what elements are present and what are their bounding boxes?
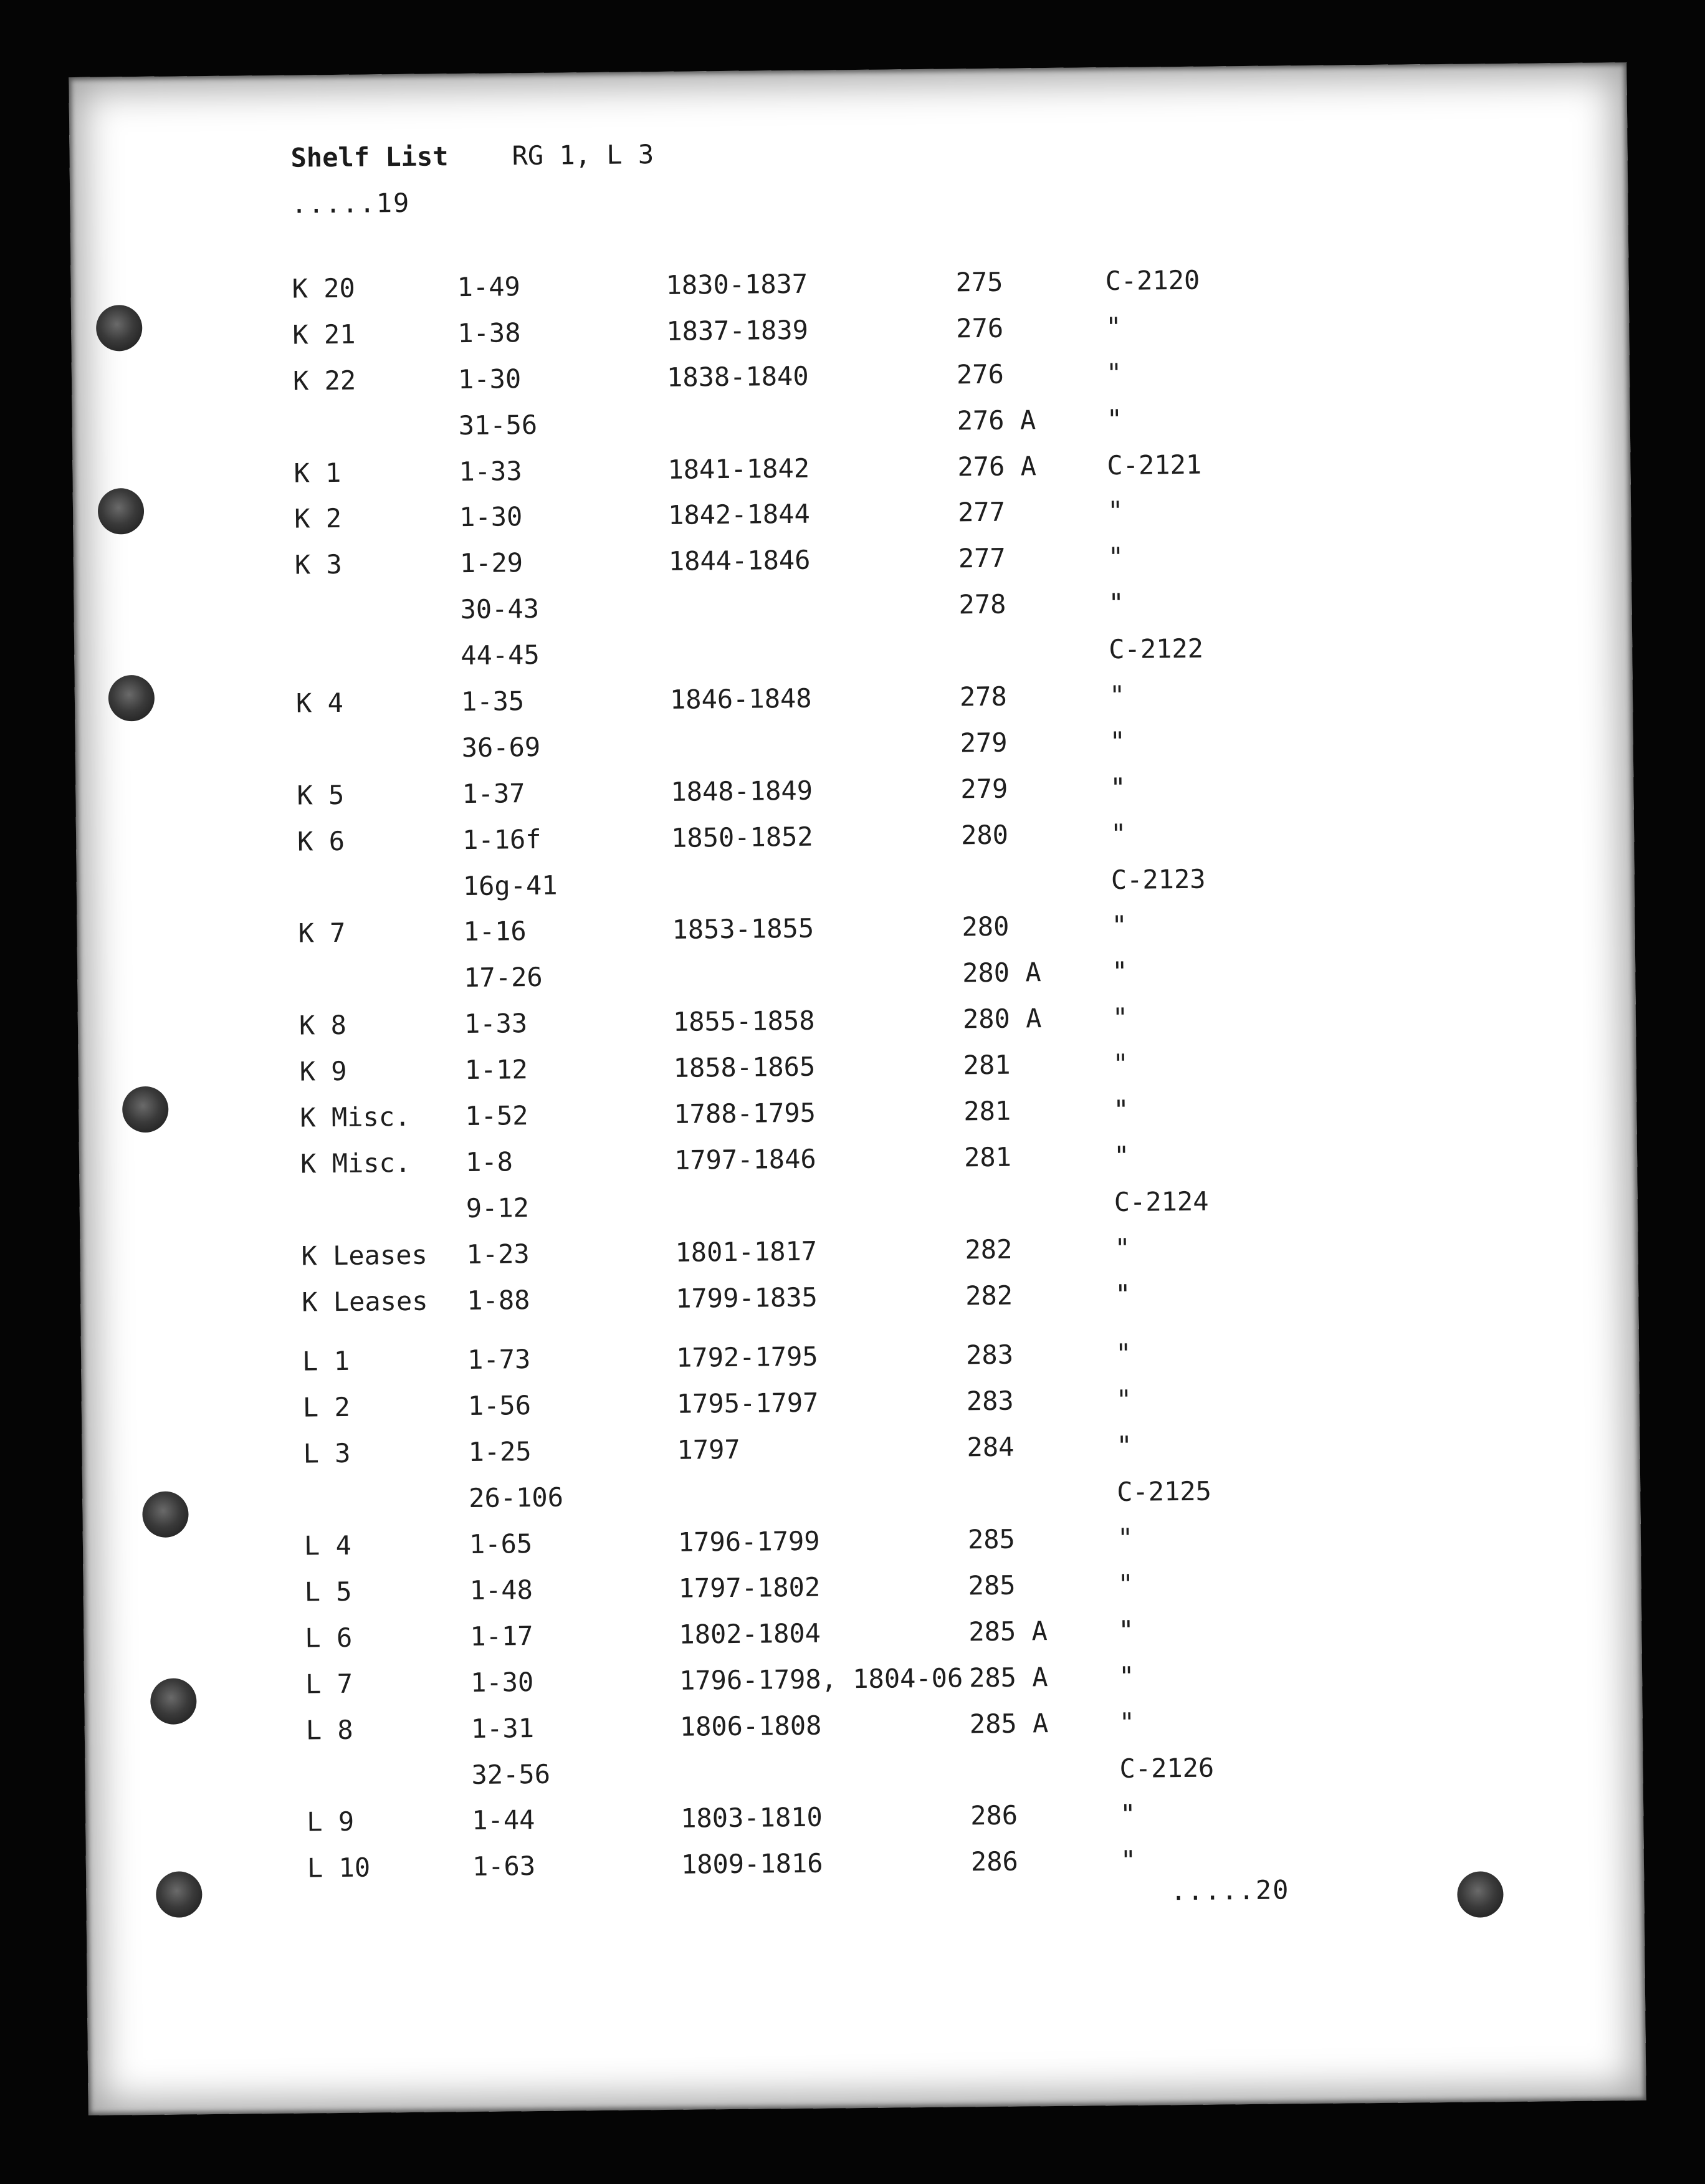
box-cell: 286 bbox=[970, 1799, 1018, 1831]
dates-cell: 1797 bbox=[677, 1434, 740, 1466]
items-cell: 1-33 bbox=[464, 1008, 528, 1040]
box-cell: 280 bbox=[960, 819, 1009, 851]
dates-cell: 1799-1835 bbox=[675, 1281, 818, 1314]
film-cell: " bbox=[1106, 357, 1122, 388]
box-cell: 276 A bbox=[957, 404, 1036, 436]
dates-cell: 1846-1848 bbox=[669, 682, 812, 715]
film-cell: " bbox=[1109, 726, 1126, 757]
series-cell: K 20 bbox=[292, 272, 356, 304]
items-cell: 1-30 bbox=[457, 363, 522, 395]
film-cell: " bbox=[1118, 1614, 1134, 1645]
film-cell: " bbox=[1106, 403, 1123, 434]
items-cell: 1-56 bbox=[467, 1390, 532, 1422]
items-cell: 1-30 bbox=[470, 1666, 534, 1698]
items-cell: 17-26 bbox=[464, 962, 543, 994]
document-page bbox=[69, 62, 1646, 2115]
dates-cell: 1838-1840 bbox=[666, 360, 809, 393]
film-cell: C-2123 bbox=[1110, 863, 1206, 895]
film-cell: " bbox=[1119, 1799, 1136, 1830]
dates-cell: 1837-1839 bbox=[666, 314, 809, 347]
items-cell: 30-43 bbox=[460, 593, 540, 625]
film-cell: " bbox=[1114, 1278, 1131, 1310]
series-cell: L 8 bbox=[305, 1714, 353, 1746]
box-cell: 278 bbox=[958, 588, 1006, 620]
box-cell: 280 bbox=[962, 911, 1010, 942]
items-cell: 9-12 bbox=[466, 1192, 530, 1224]
series-cell: K 6 bbox=[297, 825, 345, 857]
dates-cell: 1848-1849 bbox=[671, 775, 813, 807]
items-cell: 1-30 bbox=[459, 501, 523, 533]
dates-cell: 1842-1844 bbox=[667, 499, 810, 531]
film-cell: " bbox=[1109, 679, 1125, 711]
punch-hole bbox=[122, 1086, 169, 1133]
dates-cell: 1855-1858 bbox=[672, 1005, 815, 1038]
items-cell: 1-25 bbox=[468, 1436, 532, 1468]
items-cell: 1-49 bbox=[457, 271, 521, 303]
box-cell: 280 A bbox=[962, 1003, 1042, 1035]
series-cell: K 9 bbox=[299, 1056, 347, 1087]
items-cell: 1-31 bbox=[470, 1712, 535, 1744]
film-cell: " bbox=[1117, 1522, 1134, 1554]
box-cell: 280 A bbox=[962, 957, 1041, 989]
box-cell: 285 bbox=[968, 1569, 1016, 1601]
items-cell: 44-45 bbox=[461, 639, 540, 671]
film-cell: " bbox=[1111, 956, 1128, 987]
series-cell: K 5 bbox=[297, 779, 345, 811]
dates-cell: 1797-1802 bbox=[678, 1571, 821, 1604]
film-cell: " bbox=[1115, 1338, 1132, 1369]
film-cell: " bbox=[1115, 1384, 1132, 1415]
series-cell: L 2 bbox=[302, 1392, 350, 1423]
dates-cell: 1801-1817 bbox=[675, 1235, 818, 1268]
box-cell: 283 bbox=[966, 1385, 1014, 1417]
film-cell: " bbox=[1106, 311, 1122, 343]
dates-cell: 1830-1837 bbox=[666, 268, 808, 300]
film-cell: " bbox=[1108, 588, 1125, 619]
film-cell: " bbox=[1110, 772, 1126, 803]
items-cell: 1-23 bbox=[466, 1238, 530, 1270]
series-cell: K 3 bbox=[294, 549, 342, 580]
film-cell: C-2126 bbox=[1119, 1752, 1215, 1784]
series-cell: K Leases bbox=[302, 1285, 428, 1318]
box-cell: 281 bbox=[963, 1095, 1011, 1127]
box-cell: 276 bbox=[956, 312, 1004, 344]
box-cell: 285 A bbox=[968, 1615, 1048, 1647]
punch-hole bbox=[96, 305, 143, 352]
items-cell: 1-16f bbox=[462, 823, 542, 855]
dates-cell: 1802-1804 bbox=[679, 1617, 821, 1650]
box-cell: 286 bbox=[970, 1846, 1019, 1877]
shelf-list-table bbox=[292, 262, 1491, 1899]
film-cell: " bbox=[1111, 910, 1128, 941]
box-cell: 284 bbox=[967, 1431, 1015, 1463]
series-cell: L 9 bbox=[307, 1806, 355, 1837]
film-cell: " bbox=[1119, 1707, 1135, 1738]
items-cell: 1-63 bbox=[472, 1851, 536, 1882]
film-cell: " bbox=[1117, 1568, 1134, 1599]
film-cell: " bbox=[1120, 1845, 1137, 1876]
punch-hole bbox=[142, 1491, 189, 1538]
box-cell: 282 bbox=[965, 1233, 1013, 1265]
items-cell: 1-17 bbox=[470, 1620, 533, 1652]
film-cell: " bbox=[1107, 496, 1124, 527]
series-cell: L 4 bbox=[303, 1530, 352, 1561]
series-cell: K 7 bbox=[298, 917, 346, 949]
items-cell: 1-37 bbox=[462, 777, 525, 809]
box-cell: 276 A bbox=[957, 450, 1037, 482]
dates-cell: 1796-1798, 1804-06 bbox=[679, 1662, 963, 1696]
film-cell: C-2124 bbox=[1114, 1185, 1209, 1217]
film-cell: " bbox=[1112, 1048, 1129, 1080]
film-cell: " bbox=[1110, 818, 1127, 849]
dates-cell: 1803-1810 bbox=[680, 1801, 823, 1834]
box-cell: 278 bbox=[959, 681, 1008, 712]
series-cell: K 4 bbox=[295, 687, 344, 719]
punch-hole bbox=[150, 1678, 197, 1725]
page-title: Shelf List bbox=[290, 141, 449, 173]
box-cell: 277 bbox=[957, 497, 1006, 528]
items-cell: 1-44 bbox=[472, 1804, 535, 1836]
box-cell: 279 bbox=[960, 773, 1008, 805]
punch-hole bbox=[156, 1871, 203, 1918]
series-cell: K 22 bbox=[292, 365, 356, 396]
film-cell: " bbox=[1113, 1094, 1129, 1126]
series-cell: K 8 bbox=[298, 1010, 347, 1041]
dates-cell: 1797-1846 bbox=[674, 1143, 816, 1176]
series-cell: K 1 bbox=[294, 457, 341, 489]
film-cell: " bbox=[1118, 1660, 1135, 1692]
film-cell: " bbox=[1114, 1232, 1131, 1263]
series-cell: L 6 bbox=[305, 1622, 353, 1654]
items-cell: 1-16 bbox=[463, 916, 527, 947]
film-cell: " bbox=[1107, 542, 1124, 573]
items-cell: 26-106 bbox=[469, 1482, 564, 1514]
film-cell: " bbox=[1116, 1430, 1133, 1462]
box-cell: 276 bbox=[956, 358, 1005, 390]
film-cell: C-2120 bbox=[1105, 264, 1200, 297]
items-cell: 31-56 bbox=[458, 409, 538, 441]
dates-cell: 1853-1855 bbox=[672, 913, 814, 946]
dates-cell: 1795-1797 bbox=[676, 1387, 819, 1420]
series-cell: L 7 bbox=[305, 1668, 353, 1700]
dates-cell: 1841-1842 bbox=[667, 453, 810, 485]
box-cell: 285 bbox=[967, 1523, 1016, 1555]
box-cell: 275 bbox=[955, 266, 1003, 298]
film-cell: C-2125 bbox=[1116, 1475, 1212, 1508]
series-cell: K Misc. bbox=[300, 1147, 411, 1179]
dates-cell: 1796-1799 bbox=[677, 1525, 820, 1558]
series-cell: L 3 bbox=[303, 1438, 351, 1469]
film-cell: " bbox=[1112, 1002, 1129, 1033]
box-cell: 285 A bbox=[969, 1707, 1049, 1739]
record-group: RG 1, L 3 bbox=[512, 139, 654, 171]
dates-cell: 1858-1865 bbox=[673, 1051, 816, 1083]
box-cell: 281 bbox=[963, 1141, 1012, 1173]
items-cell: 1-35 bbox=[461, 686, 525, 717]
items-cell: 1-73 bbox=[467, 1344, 531, 1376]
items-cell: 1-52 bbox=[465, 1100, 528, 1132]
box-cell: 281 bbox=[963, 1049, 1011, 1081]
items-cell: 1-12 bbox=[464, 1054, 528, 1086]
box-cell: 279 bbox=[960, 727, 1008, 759]
series-cell: L 10 bbox=[307, 1852, 371, 1884]
items-cell: 32-56 bbox=[471, 1758, 551, 1790]
dates-cell: 1806-1808 bbox=[679, 1710, 822, 1742]
series-cell: K Leases bbox=[301, 1239, 428, 1272]
film-cell: " bbox=[1113, 1140, 1130, 1171]
series-cell: K 21 bbox=[292, 318, 356, 350]
film-cell: C-2121 bbox=[1107, 449, 1202, 481]
series-cell: K Misc. bbox=[300, 1101, 411, 1133]
series-cell: K 2 bbox=[294, 503, 342, 535]
box-cell: 285 A bbox=[968, 1661, 1048, 1693]
film-cell: C-2122 bbox=[1109, 633, 1204, 665]
dates-cell: 1809-1816 bbox=[681, 1847, 823, 1880]
items-cell: 1-29 bbox=[459, 547, 523, 579]
items-cell: 1-8 bbox=[465, 1146, 513, 1177]
dates-cell: 1844-1846 bbox=[668, 545, 811, 577]
items-cell: 36-69 bbox=[461, 731, 541, 763]
items-cell: 1-48 bbox=[469, 1574, 533, 1606]
items-cell: 1-65 bbox=[469, 1528, 533, 1560]
dates-cell: 1788-1795 bbox=[674, 1097, 816, 1129]
items-cell: 1-33 bbox=[459, 455, 522, 487]
box-cell: 282 bbox=[965, 1280, 1013, 1311]
previous-page-marker: .....19 bbox=[291, 187, 411, 219]
punch-hole bbox=[108, 675, 155, 722]
items-cell: 16g-41 bbox=[462, 869, 558, 901]
items-cell: 1-88 bbox=[466, 1284, 530, 1316]
series-cell: L 5 bbox=[304, 1576, 352, 1607]
series-cell: L 1 bbox=[302, 1346, 350, 1377]
dates-cell: 1850-1852 bbox=[671, 821, 813, 853]
items-cell: 1-38 bbox=[457, 317, 521, 348]
box-cell: 277 bbox=[958, 543, 1006, 574]
dates-cell: 1792-1795 bbox=[676, 1341, 818, 1374]
next-page-marker: .....20 bbox=[1170, 1874, 1290, 1907]
punch-hole bbox=[98, 488, 145, 535]
box-cell: 283 bbox=[965, 1339, 1014, 1371]
